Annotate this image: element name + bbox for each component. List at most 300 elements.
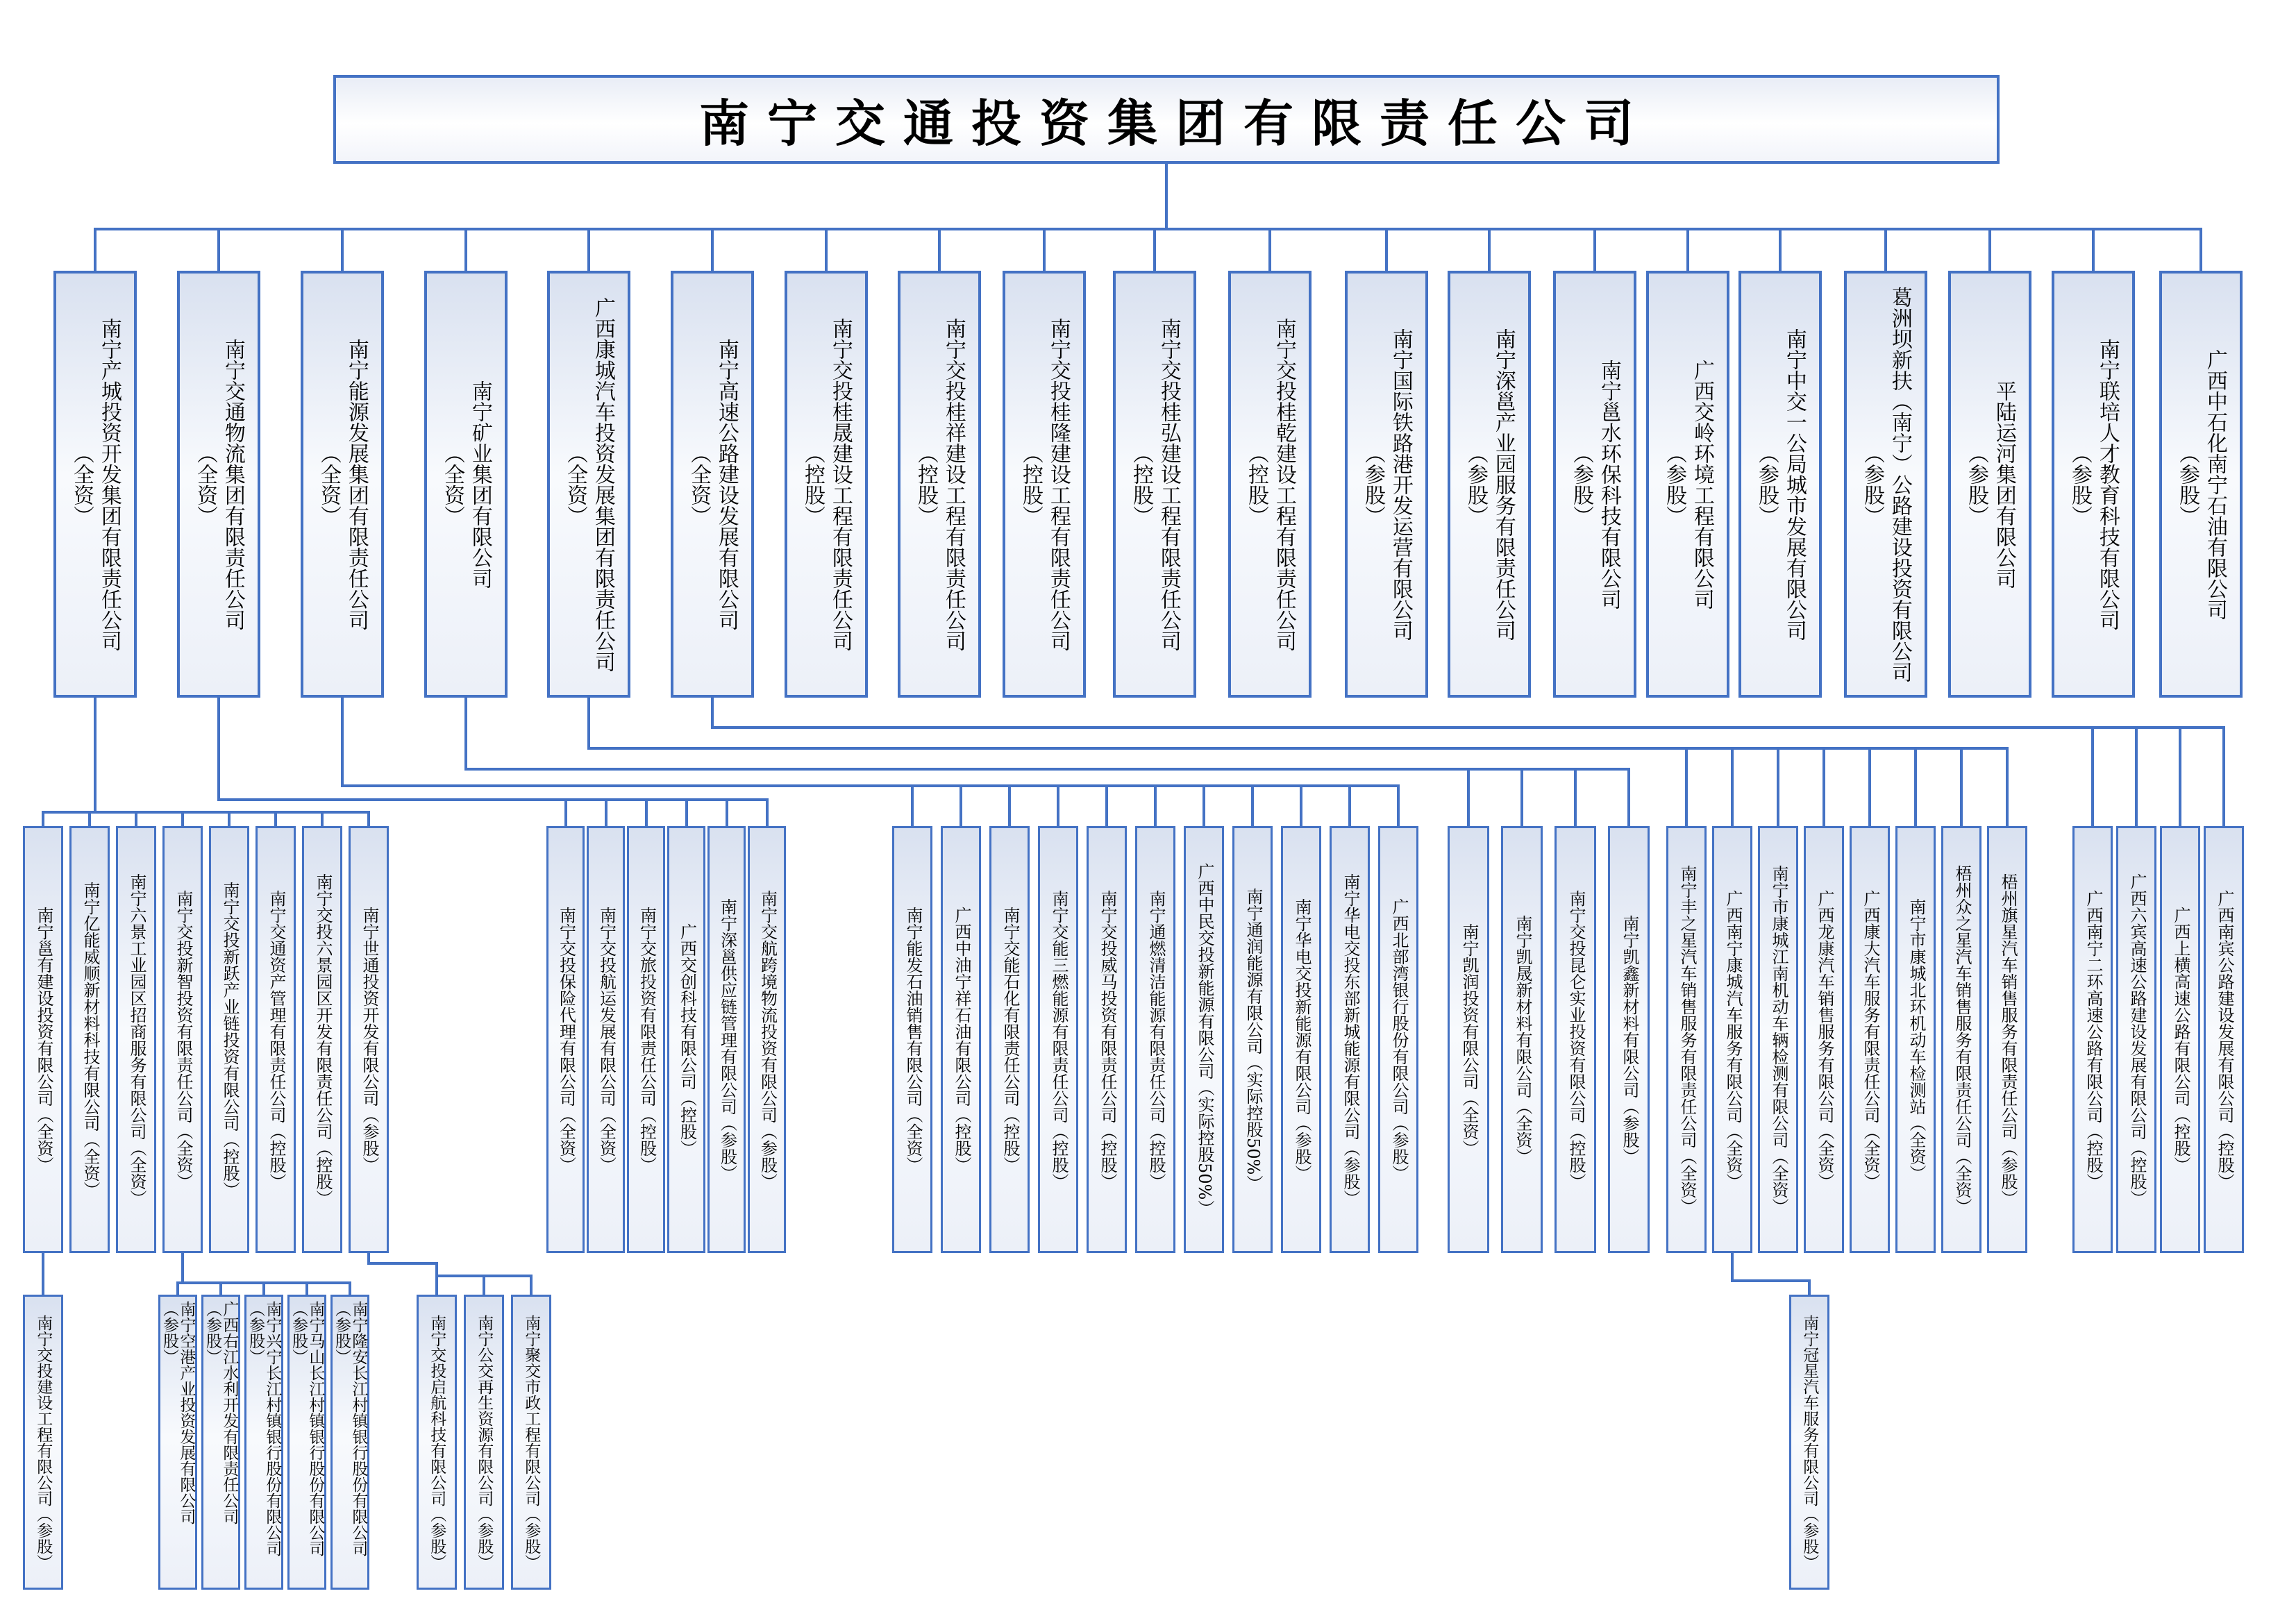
org-node-name: 南宁公交再生资源有限公司 <box>475 1314 494 1506</box>
org-node-text <box>1234 828 1271 1251</box>
org-node-ownership: （控股） <box>1000 1106 1020 1173</box>
org-node-text <box>1649 274 1727 695</box>
org-node-ownership: （全资） <box>80 1131 100 1198</box>
org-node-ownership: （全资） <box>1952 1147 1972 1215</box>
org-node-ownership: （控股） <box>1048 1122 1069 1190</box>
org-node-ownership: （全资） <box>1814 1122 1834 1190</box>
org-node-label <box>1513 915 1531 1165</box>
org-node <box>898 271 981 698</box>
connector-vertical <box>1385 229 1388 271</box>
connector-vertical <box>1105 786 1108 826</box>
org-node <box>1448 271 1531 698</box>
org-node-text <box>419 1297 455 1588</box>
org-node-text <box>1503 828 1541 1251</box>
org-node-label <box>247 1301 281 1583</box>
connector-vertical <box>2179 728 2181 826</box>
connector-vertical <box>464 698 467 769</box>
org-node <box>1608 826 1650 1253</box>
org-node-text <box>246 1297 281 1588</box>
org-node-ownership: （控股） <box>2170 1106 2190 1173</box>
org-node <box>2204 826 2244 1253</box>
org-node-label <box>2084 890 2102 1190</box>
org-node <box>1113 271 1196 698</box>
org-node-ownership: （参股） <box>1800 1506 1819 1570</box>
org-node-name: 南宁华电交投新能源有限公司 <box>1291 898 1312 1115</box>
org-node <box>941 826 981 1253</box>
org-node-text <box>1897 828 1934 1251</box>
org-node <box>667 826 705 1253</box>
org-node-ownership: （全资） <box>687 442 711 526</box>
org-node <box>785 271 868 698</box>
org-node-ownership: （全资） <box>556 1106 576 1173</box>
org-node-text <box>1557 828 1594 1251</box>
connector-vertical <box>1153 229 1156 271</box>
org-node-label <box>2171 907 2189 1173</box>
org-node-text <box>669 828 703 1251</box>
org-node-name: 广西南宁康城汽车服务有限公司 <box>1723 889 1743 1123</box>
org-node <box>1281 826 1321 1253</box>
connector-vertical <box>1574 769 1577 826</box>
org-node-ownership: （参股） <box>160 1301 178 1365</box>
connector-vertical <box>2199 229 2202 271</box>
org-node-name: 南宁交通资产管理有限责任公司 <box>266 889 286 1123</box>
connector-vertical <box>1057 786 1059 826</box>
org-node <box>627 826 665 1253</box>
org-node-ownership: （控股） <box>2127 1139 2147 1206</box>
org-node-text <box>1137 828 1173 1251</box>
connector-vertical <box>2092 229 2095 271</box>
org-node-name: 南宁兴宁长江村镇银行股份有限公司 <box>263 1301 282 1556</box>
org-node-text <box>894 828 930 1251</box>
org-node-name: 南宁交航跨境物流投资有限公司 <box>757 889 778 1123</box>
org-node <box>201 1295 240 1590</box>
org-node-ownership: （全资） <box>1723 1122 1743 1190</box>
connector-vertical <box>1268 229 1271 271</box>
org-node-ownership: （参股） <box>2068 442 2092 526</box>
org-node-name: 广西交创科技有限公司 <box>677 923 697 1090</box>
connector-vertical <box>1686 229 1689 271</box>
org-node-name: 南宁隆安长江村镇银行股份有限公司 <box>349 1301 368 1556</box>
org-node <box>1228 271 1312 698</box>
connector-vertical <box>1251 786 1254 826</box>
org-node-name: 南宁深邕产业园服务有限责任公司 <box>1491 328 1516 641</box>
org-node-text <box>290 1297 324 1588</box>
org-node-label <box>903 907 921 1173</box>
connector-vertical <box>219 1283 222 1295</box>
connector-vertical <box>341 229 344 271</box>
connector-vertical <box>1397 786 1400 826</box>
connector-vertical <box>1988 229 1991 271</box>
org-node-name: 南宁邕有建设投资有限公司 <box>33 906 53 1107</box>
org-node-label <box>1098 890 1116 1190</box>
org-node-text <box>1806 828 1842 1251</box>
org-node-label <box>1000 907 1019 1173</box>
org-node-label <box>1620 915 1638 1165</box>
connector-vertical <box>2222 728 2225 826</box>
connector-vertical <box>766 800 769 826</box>
org-node-label <box>333 1301 367 1583</box>
connector-vertical <box>2091 728 2094 826</box>
connector-vertical <box>564 800 567 826</box>
connector-vertical <box>938 229 941 271</box>
connector-vertical <box>341 698 344 786</box>
org-node-label <box>2215 890 2233 1190</box>
org-node-name: 广西康城汽车投资发展集团有限责任公司 <box>590 296 615 672</box>
org-node-name: 广西北部湾银行股份有限公司 <box>1389 898 1409 1115</box>
org-node-text <box>1283 828 1319 1251</box>
connector-vertical <box>1467 769 1470 826</box>
org-node-label <box>1146 890 1164 1190</box>
org-node-label <box>127 873 145 1206</box>
org-node-label <box>35 1315 51 1570</box>
org-node-name: 广西中民交投新能源有限公司 <box>1194 862 1214 1079</box>
org-node-ownership: （全资） <box>1906 1114 1926 1181</box>
connector-vertical <box>605 800 607 826</box>
org-node <box>464 1295 504 1590</box>
org-node-name: 广西中油宁祥石油有限公司 <box>951 906 971 1107</box>
org-node-text <box>2206 828 2242 1251</box>
connector-vertical <box>825 229 828 271</box>
org-node <box>158 1295 197 1590</box>
org-node-name: 南宁国际铁路港开发运营有限公司 <box>1388 328 1413 641</box>
org-node <box>1804 826 1844 1253</box>
org-node <box>748 826 786 1253</box>
org-node-text <box>750 828 784 1251</box>
org-node <box>1232 826 1273 1253</box>
org-node-text <box>304 828 340 1251</box>
org-node <box>177 271 260 698</box>
org-node-ownership: （参股） <box>1361 442 1385 526</box>
org-node-text <box>1989 828 2025 1251</box>
org-node <box>707 826 746 1253</box>
org-node <box>1987 826 2027 1253</box>
connector-vertical <box>321 812 324 826</box>
org-node-name: 南宁交投桂祥建设工程有限责任公司 <box>941 317 966 651</box>
org-node-name: 南宁丰之星汽车销售服务有限责任公司 <box>1677 864 1697 1148</box>
org-node-text <box>1450 828 1487 1251</box>
connector-vertical <box>217 698 220 800</box>
org-node-name: 广西中石化南宁石油有限公司 <box>2202 348 2227 620</box>
org-node-label <box>220 882 238 1198</box>
org-node <box>2072 826 2113 1253</box>
org-node-text <box>2162 274 2240 695</box>
org-node-ownership: （参股） <box>1619 1098 1639 1165</box>
org-node-name: 南宁六景工业园区招商服务有限公司 <box>126 873 146 1140</box>
connector-vertical <box>1520 769 1523 826</box>
connector-vertical <box>1008 786 1011 826</box>
org-node-ownership: （参股） <box>1860 442 1884 526</box>
org-node-name: 南宁高速公路建设发展有限公司 <box>714 338 739 630</box>
root-node <box>333 75 2000 164</box>
org-node-name: 南宁马山长江村镇银行股份有限公司 <box>306 1301 325 1556</box>
connector-vertical <box>587 229 590 271</box>
org-node-label <box>1459 923 1477 1157</box>
org-node <box>671 271 754 698</box>
org-node-label <box>1907 898 1925 1181</box>
org-node-name: 南宁凯晟新材料有限公司 <box>1512 914 1532 1098</box>
org-node-name: 南宁交投昆仑实业投资有限公司 <box>1566 889 1586 1123</box>
org-node-name: 南宁华电交投东部新城能源有限公司 <box>1340 873 1360 1140</box>
org-node-ownership: （实际控股50%） <box>1194 1079 1214 1217</box>
org-node <box>511 1295 551 1590</box>
org-node <box>1941 826 1981 1253</box>
org-node-text <box>550 274 628 695</box>
org-node-label <box>1801 1315 1818 1570</box>
org-node-name: 南宁交投新跃产业链投资有限公司 <box>219 881 240 1132</box>
org-node <box>255 826 296 1253</box>
org-node <box>1378 826 1418 1253</box>
org-node-ownership: （参股） <box>1389 1114 1409 1181</box>
org-node <box>23 1295 63 1590</box>
org-node-text <box>258 828 294 1251</box>
org-node-name: 南宁交投新智投资有限责任公司 <box>173 889 193 1123</box>
org-node-text <box>943 828 979 1251</box>
org-node-ownership: （参股） <box>333 1301 351 1365</box>
connector-vertical <box>94 229 97 271</box>
org-node <box>2159 271 2243 698</box>
org-node-text <box>1231 274 1309 695</box>
connector-vertical <box>1960 748 1963 826</box>
org-node-name: 南宁世通投资开发有限公司 <box>359 906 379 1107</box>
connector-vertical <box>587 698 590 748</box>
org-node-ownership: （控股） <box>1019 442 1043 526</box>
org-node <box>1003 271 1086 698</box>
org-node <box>1345 271 1428 698</box>
org-node-name: 南宁邕水环保科技有限公司 <box>1596 359 1621 609</box>
org-node <box>1789 1295 1829 1590</box>
org-node-name: 南宁交投桂弘建设工程有限责任公司 <box>1156 317 1181 651</box>
org-node-text <box>203 1297 238 1588</box>
org-node-ownership: （全资） <box>903 1106 923 1173</box>
org-node-label <box>204 1301 238 1583</box>
org-node-text <box>900 274 978 695</box>
org-node-name: 南宁亿能威顺新材料科技有限公司 <box>80 881 100 1132</box>
org-node-label <box>1243 888 1262 1191</box>
org-node <box>547 271 630 698</box>
org-node <box>1501 826 1543 1253</box>
connector-vertical <box>1203 786 1205 826</box>
org-node <box>53 271 137 698</box>
org-node-name: 南宁通燃清洁能源有限责任公司 <box>1146 889 1166 1123</box>
org-node-name: 广西六宾高速公路建设发展有限公司 <box>2127 873 2147 1140</box>
org-node-label <box>678 923 696 1157</box>
connector-vertical <box>1822 748 1825 826</box>
connector-horizontal <box>464 768 1630 771</box>
org-node-text <box>118 828 154 1251</box>
org-node-name: 南宁交能石化有限责任公司 <box>1000 906 1020 1107</box>
connector-vertical <box>1043 229 1046 271</box>
org-node-label <box>1389 898 1407 1181</box>
org-node-text <box>710 828 744 1251</box>
org-node-label <box>952 907 970 1173</box>
org-node-ownership: （控股） <box>677 1089 697 1157</box>
connector-vertical <box>42 1253 44 1295</box>
org-node-text <box>629 828 663 1251</box>
org-node-ownership: （参股） <box>1569 442 1593 526</box>
org-node-ownership: （控股） <box>1146 1122 1166 1190</box>
org-node-label <box>758 890 776 1190</box>
org-node-text <box>1380 828 1416 1251</box>
org-node-name: 南宁中交一公局城市发展有限公司 <box>1782 328 1807 641</box>
org-node-text <box>1610 828 1648 1251</box>
org-node-label <box>1769 865 1787 1215</box>
org-node <box>1850 826 1890 1253</box>
org-node-label <box>557 907 575 1173</box>
org-node-label <box>267 890 285 1190</box>
org-node-ownership: （控股） <box>2214 1122 2234 1190</box>
org-node-text <box>2162 828 2198 1251</box>
org-node-ownership: （参股） <box>290 1301 308 1365</box>
org-node-text <box>303 274 381 695</box>
org-node-name: 南宁联培人才教育科技有限公司 <box>2095 338 2120 630</box>
connector-vertical <box>726 800 728 826</box>
org-node-label <box>1049 890 1067 1190</box>
root-node-title: 南宁交通投资集团有限责任公司 <box>698 94 1652 153</box>
connector-vertical <box>1154 786 1157 826</box>
connector-vertical <box>464 229 467 271</box>
org-node-ownership: （参股） <box>1997 1139 2018 1206</box>
org-node-name: 南宁矿业集团有限公司 <box>467 380 492 589</box>
org-node-ownership: （控股） <box>1244 442 1268 526</box>
connector-horizontal <box>587 747 2009 750</box>
org-node-label <box>597 907 615 1173</box>
org-node-label <box>1292 898 1310 1181</box>
org-node-ownership: （全资） <box>69 442 94 526</box>
org-node-ownership: （参股） <box>757 1122 778 1190</box>
org-node-name: 广西南宾公路建设发展有限公司 <box>2214 889 2234 1123</box>
org-node-label <box>718 898 736 1181</box>
connector-vertical <box>181 1253 184 1283</box>
org-node-text <box>427 274 505 695</box>
connector-vertical <box>305 1283 308 1295</box>
org-node-text <box>991 828 1028 1251</box>
org-node-label <box>1341 873 1359 1206</box>
org-node <box>2052 271 2135 698</box>
org-node-ownership: （全资） <box>1860 1122 1880 1190</box>
connector-vertical <box>135 812 137 826</box>
connector-vertical <box>1488 229 1491 271</box>
org-node <box>349 826 389 1253</box>
org-node <box>1555 826 1596 1253</box>
org-node-ownership: （控股） <box>219 1131 240 1198</box>
org-node-ownership: （参股） <box>246 1301 265 1365</box>
org-node-text <box>1791 1297 1827 1588</box>
org-node-label <box>428 1315 445 1570</box>
org-node-text <box>1332 828 1368 1251</box>
org-node-name: 广西康大汽车服务有限责任公司 <box>1860 889 1880 1123</box>
org-node-text <box>1089 828 1125 1251</box>
org-node-ownership: （全资） <box>1459 1089 1479 1157</box>
org-node-text <box>513 1297 549 1588</box>
org-node-ownership: （全资） <box>317 442 341 526</box>
org-node-name: 广西交岭环境工程有限公司 <box>1689 359 1714 609</box>
org-node-text <box>2075 828 2111 1251</box>
org-node-ownership: （控股） <box>1129 442 1153 526</box>
org-node-ownership: （参股） <box>1964 442 1988 526</box>
org-node-name: 南宁能发石油销售有限公司 <box>903 906 923 1107</box>
org-node-ownership: （实际控股50%） <box>1243 1054 1263 1192</box>
connector-vertical <box>911 786 914 826</box>
org-node-ownership: （参股） <box>475 1506 494 1570</box>
connector-vertical <box>1731 748 1734 826</box>
org-node-ownership: （控股） <box>2083 1122 2103 1190</box>
org-node <box>1646 271 1729 698</box>
connector-vertical <box>274 812 277 826</box>
org-node <box>301 271 384 698</box>
org-node-text <box>160 1297 195 1588</box>
org-node-ownership: （控股） <box>1097 1122 1117 1190</box>
org-node-text <box>548 828 583 1251</box>
org-node-name: 南宁市康城北环机动车检测站 <box>1906 898 1926 1115</box>
org-node-name: 广西右江水利开发有限责任公司 <box>220 1301 239 1524</box>
org-node-ownership: （控股） <box>312 1139 333 1206</box>
connector-horizontal <box>341 784 1400 787</box>
org-node-ownership: （全资） <box>440 442 464 526</box>
org-node-ownership: （参股） <box>1464 442 1488 526</box>
org-node <box>244 1295 283 1590</box>
org-node-name: 南宁交能三燃能源有限责任公司 <box>1048 889 1069 1123</box>
org-node-name: 广西南宁二环高速公路有限公司 <box>2083 889 2103 1123</box>
org-node-name: 南宁交投保险代理有限公司 <box>556 906 576 1107</box>
org-node-name: 南宁通润能源有限公司 <box>1243 887 1263 1054</box>
connector-vertical <box>483 1276 485 1295</box>
org-node-name: 广西上横高速公路有限公司 <box>2170 906 2190 1107</box>
org-node-ownership: （参股） <box>359 1106 379 1173</box>
org-node-text <box>673 274 751 695</box>
org-node-label <box>476 1315 492 1570</box>
connector-vertical <box>2006 748 2009 826</box>
org-node <box>1087 826 1127 1253</box>
org-node <box>287 1295 326 1590</box>
org-node-label <box>360 907 378 1173</box>
org-node-text <box>1556 274 1634 695</box>
org-node-text <box>1760 828 1796 1251</box>
connector-vertical <box>1777 748 1779 826</box>
org-node-text <box>1847 274 1925 695</box>
org-node-text <box>72 828 108 1251</box>
org-node <box>892 826 932 1253</box>
org-node-name: 南宁交投六景园区开发有限责任公司 <box>312 873 333 1140</box>
org-node-label <box>1815 890 1833 1190</box>
org-node-ownership: （参股） <box>1754 442 1779 526</box>
org-node-name: 南宁市康城江南机动车辆检测有限公司 <box>1768 864 1788 1148</box>
org-node-text <box>211 828 247 1251</box>
org-node-text <box>1668 828 1704 1251</box>
connector-vertical <box>1593 229 1596 271</box>
connector-horizontal <box>367 1262 438 1265</box>
org-node <box>417 1295 457 1590</box>
org-node-label <box>313 873 331 1206</box>
org-node-text <box>1943 828 1979 1251</box>
org-node-ownership: （全资） <box>1677 1147 1697 1215</box>
connector-vertical <box>1868 748 1871 826</box>
org-node-name: 梧州众之星汽车销售服务有限责任公司 <box>1952 864 1972 1148</box>
org-node-ownership: （参股） <box>34 1506 53 1570</box>
org-node-ownership: （控股） <box>1566 1122 1586 1190</box>
org-node <box>162 826 203 1253</box>
connector-vertical <box>960 786 962 826</box>
org-node-name: 南宁交通物流集团有限责任公司 <box>220 338 245 630</box>
connector-vertical <box>1779 229 1782 271</box>
org-node-label <box>34 907 52 1173</box>
org-node <box>1758 826 1798 1253</box>
org-node <box>1948 271 2031 698</box>
org-node-text <box>1005 274 1083 695</box>
org-node-text <box>25 1297 61 1588</box>
org-node <box>424 271 508 698</box>
org-node-ownership: （控股） <box>951 1106 971 1173</box>
connector-vertical <box>1914 748 1917 826</box>
